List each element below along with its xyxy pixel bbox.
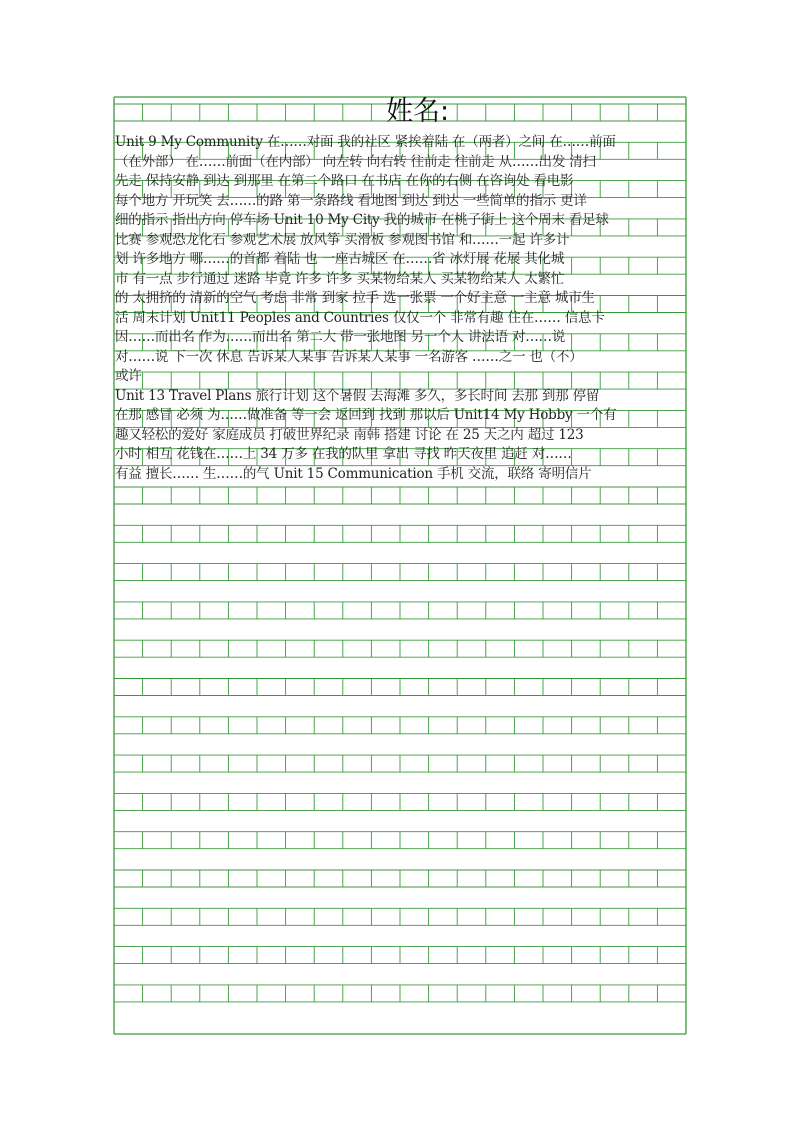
text-line: 细的指示 指出方向 停车场 Unit 10 My City 我的城市 在桃子街上 这个周末 看足球 [115,212,609,228]
text-line: Unit 13 Travel Plans 旅行计划 这个暑假 去海滩 多久，多长时间 去那 到那 停留 [115,387,600,404]
text-line: 的 太拥挤的 清新的空气 考虑 非常 到家 拉手 选一张票 一个好主意 一主意 城市生 [115,290,595,306]
text-line: 或许 [115,368,142,384]
text-line: Unit 9 My Community 在……对面 我的社区 紧挨着陆 在（两者）之间 在……前面 [115,134,616,150]
text-line: 趣又轻松的爱好 家庭成员 打破世界纪录 南韩 搭建 讨论 在 25 天之内 超过 123 [115,426,584,443]
text-line: 在那 感冒 必须 为……做准备 等一会 返回到 找到 那以后 Unit14 My Hobby 一个有 [115,407,617,423]
text-line: 划 许多地方 哪……的首都 着陆 也 一座古城区 在……省 冰灯展 花展 其化城 [115,251,565,267]
text-line: 对……说 下一次 休息 告诉某人某事 告诉某人某事 一名游客 ……之一 也（不） [115,348,583,365]
text-line: 有益 擅长…… 生……的气 Unit 15 Communication 手机 交流，联络 寄明信片 [115,465,592,482]
text-line: 小时 相互 花钱在……上 34 万多 在我的队里 拿出 寻找 昨天夜里 追赶 对…… [115,446,572,462]
text-line: 活 周末计划 Unit11 Peoples and Countries 仅仅一个 非常有趣 住在…… 信息卡 [115,309,605,326]
text-line: 每个地方 开玩笑 去……的路 第一条路线 看地图 到达 到达 一些简单的指示 更详 [115,192,587,209]
text-line: 因……而出名 作为……而出名 第二大 带一张地图 另一个人 讲法语 对……说 [115,329,566,345]
text-line: 市 有一点 步行通过 迷路 毕竟 许多 许多 买某物给某人 买某物给某人 太繁忙 [115,270,565,287]
vocabulary-text [115,133,685,484]
text-line: （在外部） 在……前面（在内部） 向左转 向右转 往前走 往前走 从……出发 清扫 [115,153,596,170]
text-line: 先走 保持安静 到达 到那里 在第二个路口 在书店 在你的右侧 在咨询处 看电影 [115,173,574,189]
name-label: 姓名: [386,96,450,127]
text-line: 比赛 参观恐龙化石 参观艺术展 放风筝 买滑板 参观图书馆 和……一起 许多计 [115,231,570,248]
